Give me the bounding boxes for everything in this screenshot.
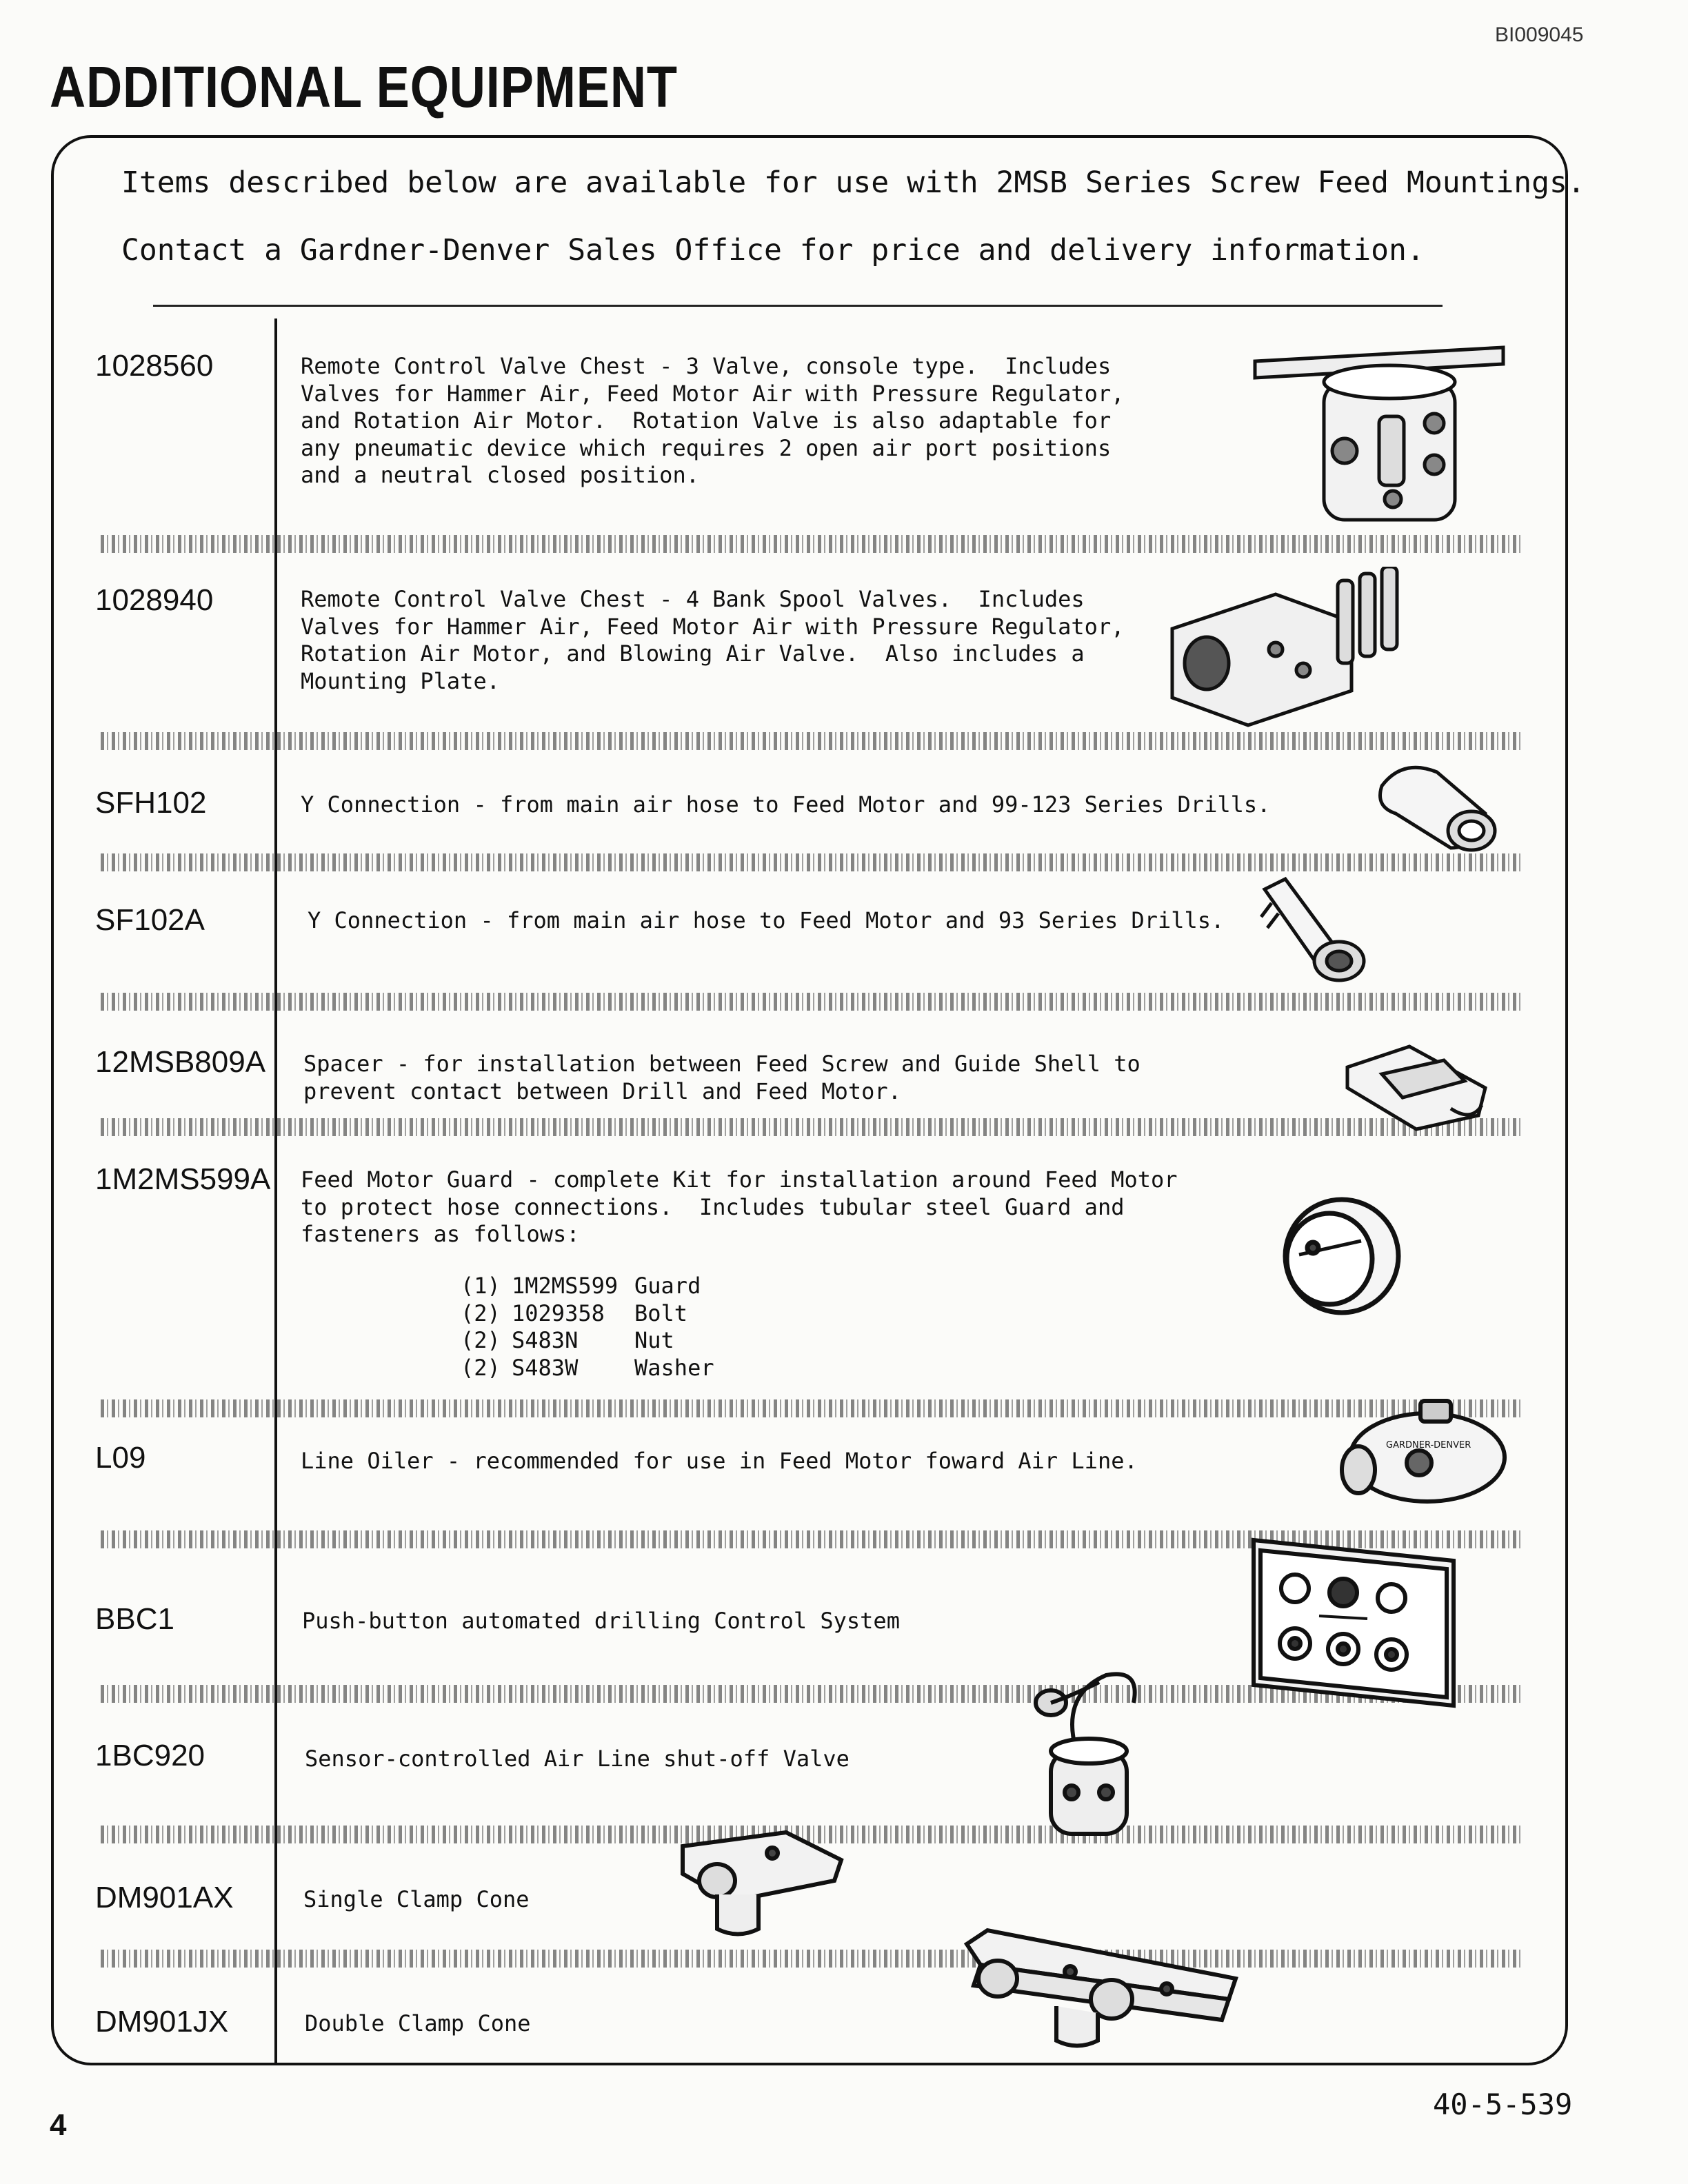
kit-name: Nut <box>634 1327 674 1353</box>
part-number: BBC1 <box>95 1602 174 1636</box>
row-separator <box>101 1399 1521 1417</box>
part-number: SF102A <box>95 903 205 937</box>
kit-name: Guard <box>634 1273 701 1299</box>
part-number: L09 <box>95 1441 146 1475</box>
page-code: 40-5-539 <box>1433 2087 1573 2121</box>
spacer-illustration <box>1340 1040 1492 1136</box>
intro-divider <box>153 305 1443 307</box>
item-description: Line Oiler - recommended for use in Feed Motor foward Air Line. <box>301 1448 1138 1474</box>
single-clamp-cone-illustration <box>676 1826 848 1943</box>
y-connection-illustration <box>1375 751 1503 855</box>
page-number: 4 <box>50 2108 67 2142</box>
kit-row <box>461 1355 714 1382</box>
shutoff-valve-illustration <box>1030 1655 1147 1848</box>
item-description: Y Connection - from main air hose to Feed Motor and 99-123 Series Drills. <box>301 791 1271 818</box>
item-description: Double Clamp Cone <box>305 2010 531 2036</box>
feed-motor-guard-illustration <box>1272 1193 1405 1320</box>
item-description: Push-button automated drilling Control System <box>302 1608 900 1634</box>
y-connection-illustration <box>1258 876 1375 986</box>
part-number: 1028940 <box>95 583 214 617</box>
oiler-brand-label: GARDNER-DENVER <box>1386 1440 1471 1450</box>
kit-qty: (2) <box>461 1327 501 1353</box>
double-clamp-cone-illustration <box>960 1923 1243 2054</box>
part-number: 1BC920 <box>95 1739 205 1772</box>
kit-part: S483N <box>512 1327 579 1353</box>
item-description: Remote Control Valve Chest - 3 Valve, console type. Includes Valves for Hammer Air, Feed Motor Air with Pressure Regulator, and Rotation Air Motor. Rotation Valve is also adaptable for any pneumatic device which requires 2 open air port positions and a neutral closed position. <box>301 353 1125 488</box>
part-number: DM901AX <box>95 1881 234 1914</box>
kit-name: Washer <box>634 1354 714 1381</box>
row-separator <box>101 1950 1521 1968</box>
item-description: Y Connection - from main air hose to Feed Motor and 93 Series Drills. <box>308 907 1225 933</box>
line-oiler-illustration <box>1338 1394 1510 1508</box>
part-number: SFH102 <box>95 786 207 820</box>
kit-row <box>461 1327 714 1355</box>
item-description: Single Clamp Cone <box>303 1886 530 1912</box>
control-panel-illustration <box>1247 1533 1460 1712</box>
kit-part: 1029358 <box>512 1300 605 1326</box>
kit-row <box>461 1300 714 1328</box>
kit-qty: (1) <box>461 1273 501 1299</box>
row-separator <box>101 853 1521 871</box>
page-title: ADDITIONAL EQUIPMENT <box>50 54 678 119</box>
kit-part: 1M2MS599 <box>512 1273 619 1299</box>
intro-line-1: Items described below are available for use with 2MSB Series Screw Feed Mountings. <box>121 165 1585 200</box>
part-number: DM901JX <box>95 2005 229 2039</box>
kit-name: Bolt <box>634 1300 688 1326</box>
valve-chest-3-valve-illustration <box>1241 341 1514 534</box>
item-description: Sensor-controlled Air Line shut-off Valve <box>305 1746 850 1772</box>
intro-line-2: Contact a Gardner-Denver Sales Office for price and delivery information. <box>121 233 1425 267</box>
kit-part: S483W <box>512 1354 579 1381</box>
kit-qty: (2) <box>461 1300 501 1326</box>
row-separator <box>101 993 1521 1011</box>
valve-chest-4-bank-illustration <box>1165 567 1407 739</box>
column-divider <box>274 318 277 2065</box>
kit-contents <box>461 1273 714 1382</box>
part-number: 1M2MS599A <box>95 1162 271 1196</box>
kit-row <box>461 1273 714 1300</box>
row-separator <box>101 535 1521 553</box>
item-description: Remote Control Valve Chest - 4 Bank Spool Valves. Includes Valves for Hammer Air, Feed Motor Air with Pressure Regulator, Rotation Air Motor, and Blowing Air Valve. Also includes a Mounting Plate. <box>301 586 1125 694</box>
item-description: Spacer - for installation between Feed Screw and Guide Shell to prevent contact between Drill and Feed Motor. <box>303 1051 1141 1104</box>
row-separator <box>101 1118 1521 1136</box>
kit-qty: (2) <box>461 1354 501 1381</box>
document-id: BI009045 <box>1495 23 1584 46</box>
part-number: 12MSB809A <box>95 1045 266 1079</box>
item-description: Feed Motor Guard - complete Kit for installation around Feed Motor to protect hose connections. Includes tubular steel Guard and fasteners as follows: <box>301 1166 1178 1247</box>
part-number: 1028560 <box>95 349 214 383</box>
